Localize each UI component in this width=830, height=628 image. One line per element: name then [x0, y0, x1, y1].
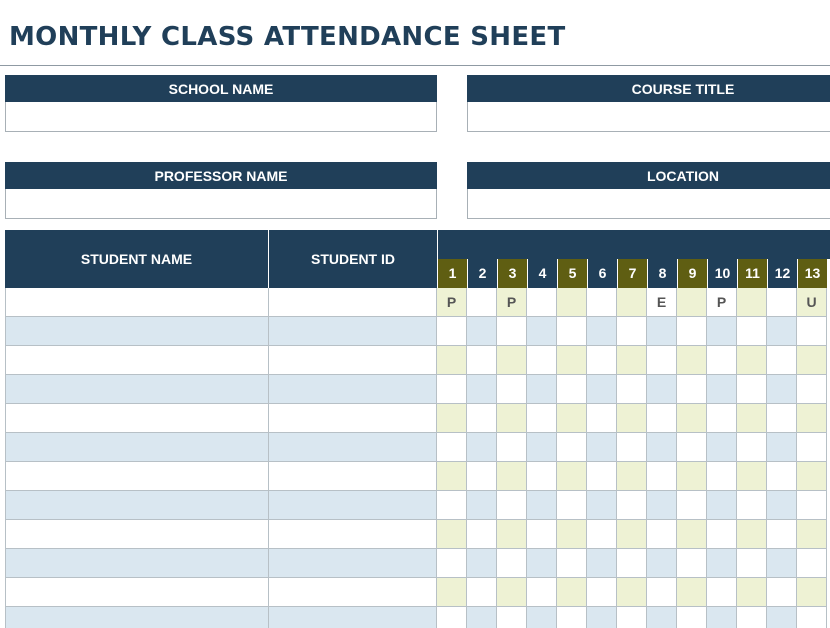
attendance-cell[interactable]: [557, 607, 587, 628]
day-header: 10: [707, 259, 737, 288]
attendance-cell[interactable]: [437, 404, 467, 433]
student-name-cell[interactable]: [5, 549, 269, 578]
day-header: 3: [497, 259, 527, 288]
student-row: [5, 491, 830, 520]
attendance-cell[interactable]: P: [497, 288, 527, 317]
attendance-cell[interactable]: [617, 404, 647, 433]
attendance-cell[interactable]: [797, 346, 827, 375]
school-name-label: SCHOOL NAME: [5, 75, 437, 102]
days-header-band: [437, 230, 830, 259]
attendance-grid: [5, 230, 830, 628]
attendance-cell[interactable]: [707, 346, 737, 375]
attendance-cell[interactable]: [617, 491, 647, 520]
attendance-cell[interactable]: [437, 317, 467, 346]
attendance-cell[interactable]: [647, 520, 677, 549]
attendance-cell[interactable]: [527, 549, 557, 578]
student-id-cell[interactable]: [269, 520, 437, 549]
student-name-cell[interactable]: [5, 288, 269, 317]
attendance-cell[interactable]: [617, 549, 647, 578]
attendance-cell[interactable]: [527, 317, 557, 346]
student-row: [5, 375, 830, 404]
attendance-cell[interactable]: [707, 607, 737, 628]
course-title-input[interactable]: [467, 102, 830, 132]
attendance-cell[interactable]: [797, 375, 827, 404]
student-id-cell[interactable]: [269, 491, 437, 520]
attendance-cell[interactable]: [437, 346, 467, 375]
attendance-cell[interactable]: [737, 520, 767, 549]
course-title-field: [467, 75, 830, 132]
day-header: 4: [527, 259, 557, 288]
student-row: [5, 462, 830, 491]
attendance-cell[interactable]: [737, 491, 767, 520]
attendance-cell[interactable]: [497, 549, 527, 578]
attendance-cell[interactable]: [467, 578, 497, 607]
attendance-cell[interactable]: [437, 578, 467, 607]
attendance-cell[interactable]: [647, 578, 677, 607]
location-label: LOCATION: [467, 162, 830, 189]
attendance-cell[interactable]: [677, 491, 707, 520]
attendance-cell[interactable]: [557, 578, 587, 607]
day-header: 9: [677, 259, 707, 288]
attendance-cell[interactable]: [647, 549, 677, 578]
attendance-cell[interactable]: [737, 578, 767, 607]
attendance-cell[interactable]: [467, 404, 497, 433]
attendance-cell[interactable]: [737, 549, 767, 578]
attendance-cell[interactable]: [587, 404, 617, 433]
attendance-cell[interactable]: [797, 462, 827, 491]
attendance-cell[interactable]: [647, 317, 677, 346]
attendance-cell[interactable]: [647, 404, 677, 433]
day-header: 1: [437, 259, 467, 288]
student-id-cell[interactable]: [269, 433, 437, 462]
attendance-cell[interactable]: [527, 578, 557, 607]
attendance-cell[interactable]: [647, 462, 677, 491]
attendance-cell[interactable]: [557, 491, 587, 520]
attendance-cell[interactable]: [767, 549, 797, 578]
attendance-cell[interactable]: [557, 520, 587, 549]
attendance-cell[interactable]: [587, 288, 617, 317]
student-id-cell[interactable]: [269, 549, 437, 578]
attendance-cell[interactable]: [587, 520, 617, 549]
course-title-label: COURSE TITLE: [467, 75, 830, 102]
day-header: 13: [797, 259, 827, 288]
student-row: [5, 288, 830, 317]
attendance-cell[interactable]: [767, 404, 797, 433]
attendance-cell[interactable]: [617, 317, 647, 346]
attendance-cell[interactable]: [677, 549, 707, 578]
attendance-cell[interactable]: [437, 433, 467, 462]
attendance-cell[interactable]: [467, 346, 497, 375]
attendance-cell[interactable]: [437, 607, 467, 628]
attendance-cell[interactable]: [497, 317, 527, 346]
student-row: [5, 433, 830, 462]
student-row: [5, 549, 830, 578]
attendance-cell[interactable]: [707, 491, 737, 520]
attendance-cell[interactable]: [647, 346, 677, 375]
attendance-cell[interactable]: [467, 607, 497, 628]
attendance-cell[interactable]: [797, 549, 827, 578]
student-name-cell[interactable]: [5, 462, 269, 491]
student-row: [5, 578, 830, 607]
day-header: 11: [737, 259, 767, 288]
attendance-cell[interactable]: [527, 346, 557, 375]
attendance-cell[interactable]: [767, 375, 797, 404]
attendance-cell[interactable]: [527, 288, 557, 317]
attendance-cell[interactable]: [587, 491, 617, 520]
attendance-cell[interactable]: [707, 375, 737, 404]
student-name-cell[interactable]: [5, 346, 269, 375]
attendance-cell[interactable]: [527, 375, 557, 404]
student-row: [5, 346, 830, 375]
attendance-cell[interactable]: [557, 317, 587, 346]
attendance-cell[interactable]: [527, 491, 557, 520]
student-id-cell[interactable]: [269, 375, 437, 404]
attendance-cell[interactable]: [587, 317, 617, 346]
attendance-cell[interactable]: [737, 317, 767, 346]
attendance-cell[interactable]: [737, 433, 767, 462]
day-header: 7: [617, 259, 647, 288]
student-id-header: STUDENT ID: [269, 230, 437, 288]
attendance-cell[interactable]: [467, 491, 497, 520]
attendance-cell[interactable]: [497, 433, 527, 462]
student-id-cell[interactable]: [269, 607, 437, 628]
attendance-cell[interactable]: [497, 375, 527, 404]
day-header: 8: [647, 259, 677, 288]
attendance-cell[interactable]: [677, 317, 707, 346]
attendance-cell[interactable]: P: [437, 288, 467, 317]
attendance-cell[interactable]: [587, 578, 617, 607]
attendance-cell[interactable]: [557, 375, 587, 404]
attendance-cell[interactable]: [677, 462, 707, 491]
attendance-cell[interactable]: [797, 404, 827, 433]
student-id-cell[interactable]: [269, 346, 437, 375]
attendance-cell[interactable]: [797, 520, 827, 549]
attendance-cell[interactable]: [677, 433, 707, 462]
attendance-cell[interactable]: [737, 346, 767, 375]
attendance-cell[interactable]: [557, 549, 587, 578]
attendance-cell[interactable]: [587, 433, 617, 462]
attendance-cell[interactable]: [707, 462, 737, 491]
attendance-cell[interactable]: [737, 288, 767, 317]
attendance-cell[interactable]: [647, 433, 677, 462]
attendance-cell[interactable]: [767, 607, 797, 628]
attendance-cell[interactable]: [587, 607, 617, 628]
attendance-cell[interactable]: [797, 578, 827, 607]
attendance-cell[interactable]: [617, 520, 647, 549]
day-header: 12: [767, 259, 797, 288]
attendance-cell[interactable]: [497, 462, 527, 491]
attendance-cell[interactable]: [527, 404, 557, 433]
attendance-cell[interactable]: P: [707, 288, 737, 317]
professor-name-field: [5, 162, 437, 219]
attendance-cell[interactable]: [617, 462, 647, 491]
attendance-cell[interactable]: [467, 375, 497, 404]
attendance-cell[interactable]: [797, 607, 827, 628]
attendance-cell[interactable]: [647, 491, 677, 520]
attendance-cell[interactable]: [587, 462, 617, 491]
attendance-cell[interactable]: [767, 491, 797, 520]
attendance-cell[interactable]: [677, 607, 707, 628]
attendance-cell[interactable]: [707, 433, 737, 462]
attendance-cell[interactable]: [467, 520, 497, 549]
attendance-cell[interactable]: [767, 288, 797, 317]
student-name-cell[interactable]: [5, 520, 269, 549]
attendance-cell[interactable]: [587, 375, 617, 404]
attendance-cell[interactable]: [467, 288, 497, 317]
attendance-cell[interactable]: [767, 346, 797, 375]
attendance-cell[interactable]: [737, 375, 767, 404]
attendance-cell[interactable]: [737, 462, 767, 491]
student-name-cell[interactable]: [5, 317, 269, 346]
attendance-cell[interactable]: [497, 491, 527, 520]
day-header: 5: [557, 259, 587, 288]
professor-name-input[interactable]: [5, 189, 437, 219]
attendance-cell[interactable]: [767, 462, 797, 491]
attendance-cell[interactable]: [557, 346, 587, 375]
attendance-cell[interactable]: [437, 462, 467, 491]
attendance-cell[interactable]: [497, 520, 527, 549]
attendance-cell[interactable]: [767, 578, 797, 607]
attendance-cell[interactable]: U: [797, 288, 827, 317]
student-name-cell[interactable]: [5, 375, 269, 404]
attendance-cell[interactable]: [437, 549, 467, 578]
student-id-cell[interactable]: [269, 404, 437, 433]
attendance-cell[interactable]: [437, 491, 467, 520]
attendance-cell[interactable]: [707, 578, 737, 607]
attendance-cell[interactable]: [557, 288, 587, 317]
attendance-cell[interactable]: [617, 433, 647, 462]
attendance-cell[interactable]: [707, 549, 737, 578]
attendance-cell[interactable]: [767, 317, 797, 346]
attendance-cell[interactable]: [467, 433, 497, 462]
attendance-cell[interactable]: [677, 346, 707, 375]
attendance-cell[interactable]: [737, 404, 767, 433]
attendance-cell[interactable]: [497, 404, 527, 433]
attendance-cell[interactable]: [677, 578, 707, 607]
student-name-cell[interactable]: [5, 607, 269, 628]
attendance-cell[interactable]: [677, 404, 707, 433]
attendance-cell[interactable]: [467, 317, 497, 346]
attendance-cell[interactable]: [767, 520, 797, 549]
student-row: [5, 607, 830, 628]
attendance-cell[interactable]: [557, 433, 587, 462]
student-name-cell[interactable]: [5, 491, 269, 520]
location-input[interactable]: [467, 189, 830, 219]
attendance-cell[interactable]: [707, 317, 737, 346]
attendance-cell[interactable]: [437, 375, 467, 404]
attendance-cell[interactable]: [497, 578, 527, 607]
student-name-cell[interactable]: [5, 404, 269, 433]
day-header: 2: [467, 259, 497, 288]
attendance-cell[interactable]: [677, 375, 707, 404]
attendance-cell[interactable]: [497, 346, 527, 375]
student-id-cell[interactable]: [269, 578, 437, 607]
page-title: MONTHLY CLASS ATTENDANCE SHEET: [9, 22, 566, 52]
school-name-input[interactable]: [5, 102, 437, 132]
attendance-cell[interactable]: [527, 462, 557, 491]
student-id-cell[interactable]: [269, 317, 437, 346]
attendance-cell[interactable]: [467, 462, 497, 491]
attendance-cell[interactable]: [797, 433, 827, 462]
attendance-cell[interactable]: [587, 549, 617, 578]
attendance-cell[interactable]: [647, 375, 677, 404]
attendance-cell[interactable]: [647, 607, 677, 628]
attendance-cell[interactable]: [557, 462, 587, 491]
student-row: [5, 404, 830, 433]
student-name-cell[interactable]: [5, 578, 269, 607]
attendance-cell[interactable]: E: [647, 288, 677, 317]
attendance-cell[interactable]: [797, 317, 827, 346]
attendance-cell[interactable]: [707, 404, 737, 433]
student-name-cell[interactable]: [5, 433, 269, 462]
attendance-cell[interactable]: [617, 578, 647, 607]
student-id-cell[interactable]: [269, 462, 437, 491]
title-divider: [0, 65, 830, 66]
attendance-cell[interactable]: [587, 346, 617, 375]
location-field: [467, 162, 830, 219]
student-name-header: STUDENT NAME: [5, 230, 269, 288]
attendance-cell[interactable]: [617, 346, 647, 375]
day-header: 6: [587, 259, 617, 288]
student-row: [5, 317, 830, 346]
attendance-cell[interactable]: [497, 607, 527, 628]
attendance-cell[interactable]: [557, 404, 587, 433]
attendance-cell[interactable]: [437, 520, 467, 549]
professor-name-label: PROFESSOR NAME: [5, 162, 437, 189]
attendance-cell[interactable]: [767, 433, 797, 462]
attendance-cell[interactable]: [527, 520, 557, 549]
student-row: [5, 520, 830, 549]
school-name-field: [5, 75, 437, 132]
attendance-cell[interactable]: [677, 288, 707, 317]
attendance-cell[interactable]: [677, 520, 707, 549]
attendance-cell[interactable]: [617, 607, 647, 628]
attendance-cell[interactable]: [797, 491, 827, 520]
attendance-cell[interactable]: [737, 607, 767, 628]
attendance-cell[interactable]: [467, 549, 497, 578]
student-id-cell[interactable]: [269, 288, 437, 317]
attendance-cell[interactable]: [617, 375, 647, 404]
attendance-cell[interactable]: [707, 520, 737, 549]
attendance-cell[interactable]: [527, 433, 557, 462]
attendance-cell[interactable]: [527, 607, 557, 628]
attendance-cell[interactable]: [617, 288, 647, 317]
